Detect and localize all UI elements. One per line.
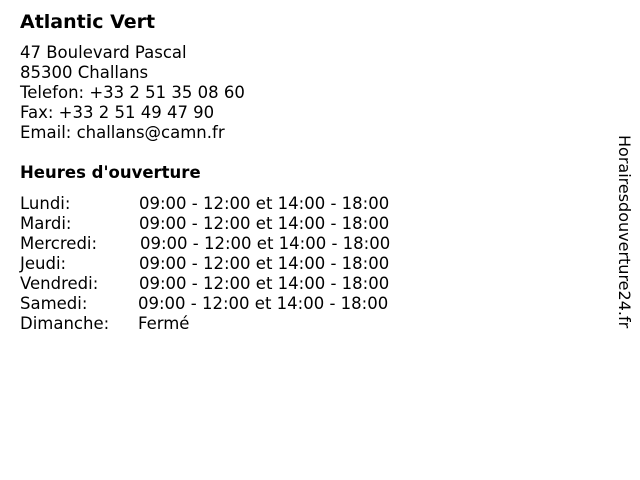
city: 85300 Challans <box>20 63 149 82</box>
time-range: 09:00 - 12:00 et 14:00 - 18:00 <box>139 254 390 273</box>
hours-heading: Heures d'ouverture <box>20 163 201 182</box>
contact-block <box>20 43 245 143</box>
street-address: 47 Boulevard Pascal <box>20 43 187 62</box>
time-range: 09:00 - 12:00 et 14:00 - 18:00 <box>139 194 390 213</box>
watermark-text: Horairesdouverture24.fr <box>615 135 634 329</box>
day-label: Mercredi: <box>20 234 98 253</box>
email-address: Email: challans@camn.fr <box>20 123 225 142</box>
time-range: 09:00 - 12:00 et 14:00 - 18:00 <box>139 214 390 233</box>
day-label: Lundi: <box>20 194 71 213</box>
day-label: Mardi: <box>20 214 72 233</box>
phone-number: Telefon: +33 2 51 35 08 60 <box>20 83 245 102</box>
time-range: 09:00 - 12:00 et 14:00 - 18:00 <box>138 294 389 313</box>
time-range: Fermé <box>138 314 190 333</box>
day-label: Jeudi: <box>20 254 67 273</box>
time-range: 09:00 - 12:00 et 14:00 - 18:00 <box>140 234 391 253</box>
time-range: 09:00 - 12:00 et 14:00 - 18:00 <box>139 274 390 293</box>
day-label: Dimanche: <box>20 314 110 333</box>
company-name: Atlantic Vert <box>20 11 156 33</box>
day-label: Samedi: <box>20 294 88 313</box>
day-label: Vendredi: <box>20 274 99 293</box>
fax-number: Fax: +33 2 51 49 47 90 <box>20 103 215 122</box>
